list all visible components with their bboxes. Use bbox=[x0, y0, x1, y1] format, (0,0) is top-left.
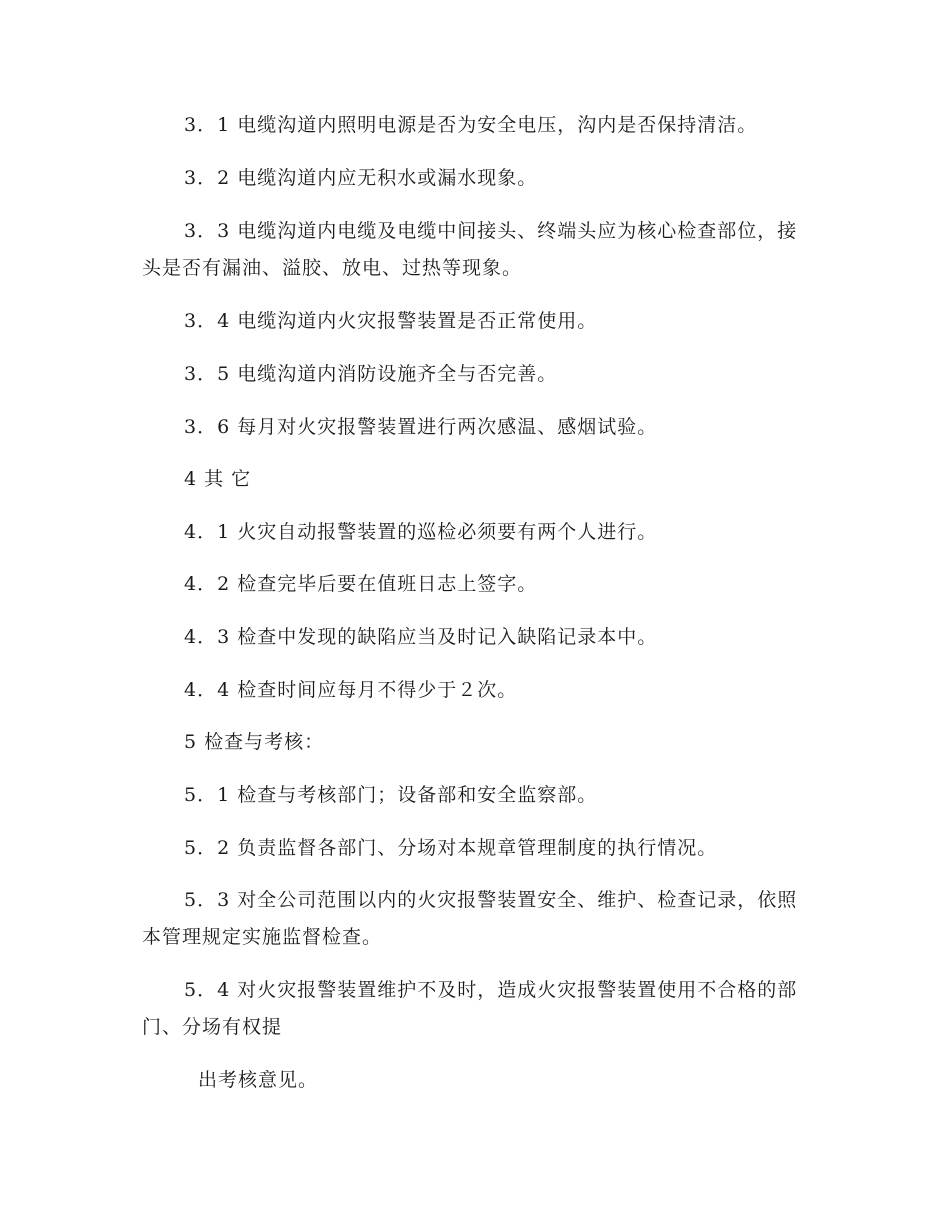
paragraph-4-2: 4．2 检查完毕后要在值班日志上签字。 bbox=[184, 573, 538, 595]
paragraph-5-3: 5．3 对全公司范围以内的火灾报警装置安全、维护、检查记录，依照本管理规定实施监督检查。 bbox=[142, 889, 798, 948]
paragraph-5-4-continuation: 出考核意见。 bbox=[198, 1069, 319, 1091]
paragraph-3-6: 3．6 每月对火灾报警装置进行两次感温、感烟试验。 bbox=[184, 416, 658, 438]
paragraph-4-4: 4．4 检查时间应每月不得少于２次。 bbox=[184, 679, 518, 701]
paragraph-4-3: 4．3 检查中发现的缺陷应当及时记入缺陷记录本中。 bbox=[184, 626, 658, 648]
paragraph-3-1: 3．1 电缆沟道内照明电源是否为安全电压，沟内是否保持清洁。 bbox=[184, 114, 758, 136]
paragraph-3-3: 3．3 电缆沟道内电缆及电缆中间接头、终端头应为核心检查部位，接头是否有漏油、溢胶、放电、过热等现象。 bbox=[142, 220, 798, 279]
paragraph-3-2: 3．2 电缆沟道内应无积水或漏水现象。 bbox=[184, 167, 538, 189]
paragraph-3-4: 3．4 电缆沟道内火灾报警装置是否正常使用。 bbox=[184, 310, 598, 332]
section-heading-4: 4 其 它 bbox=[184, 468, 252, 490]
paragraph-4-1: 4．1 火灾自动报警装置的巡检必须要有两个人进行。 bbox=[184, 521, 658, 543]
paragraph-5-4: 5．4 对火灾报警装置维护不及时，造成火灾报警装置使用不合格的部门、分场有权提 bbox=[142, 979, 798, 1038]
paragraph-5-1: 5．1 检查与考核部门；设备部和安全监察部。 bbox=[184, 784, 598, 806]
section-heading-5: 5 检查与考核： bbox=[184, 731, 325, 753]
paragraph-5-2: 5．2 负责监督各部门、分场对本规章管理制度的执行情况。 bbox=[184, 837, 718, 859]
paragraph-3-5: 3．5 电缆沟道内消防设施齐全与否完善。 bbox=[184, 363, 558, 385]
